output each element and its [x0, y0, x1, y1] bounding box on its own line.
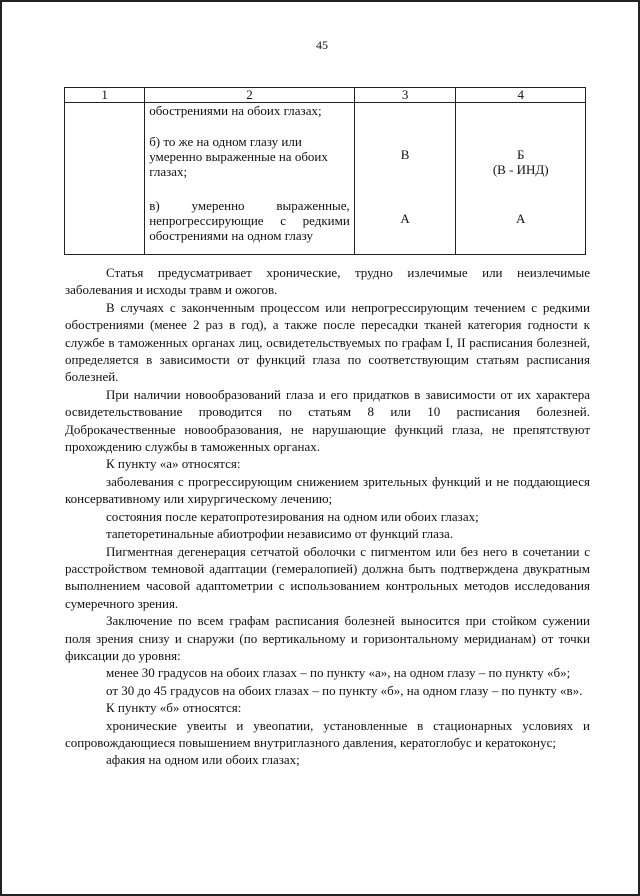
- paragraph: К пункту «а» относятся:: [106, 456, 241, 472]
- paragraph: Пигментная дегенерация сетчатой оболочки с пигментом или без него в сочетании с расстройством темновой адаптации (гемералопией) должна быть подтверждена двукратным выполнением часовой адаптометрии с использованием контрольных методов исследования сумеречного зрения.: [65, 543, 590, 611]
- disease-table: [64, 87, 586, 255]
- table-cell-col1: [65, 103, 145, 255]
- table-header-1: 1: [65, 88, 145, 103]
- paragraph: К пункту «б» относятся:: [106, 700, 242, 716]
- body-text: [65, 264, 590, 769]
- cell-line: глазах;: [149, 164, 188, 179]
- cell-line: обострениями на обоих глазах;: [149, 103, 322, 118]
- paragraph: тапеторетинальные абиотрофии независимо от функций глаза.: [106, 526, 454, 542]
- paragraph: состояния после кератопротезирования на одном или обоих глазах;: [106, 508, 479, 524]
- table-header-4: 4: [456, 88, 586, 103]
- cell-line: б) то же на одном глазу или: [149, 134, 302, 149]
- category-value: А: [516, 211, 526, 226]
- paragraph: При наличии новообразований глаза и его придатков в зависимости от их характера освидетельствование проводится по статьям 8 или 10 расписания болезней. Доброкачественные новообразования, не нарушающие функций глаза, не препятствуют прохождению службы в таможенных органах.: [65, 386, 590, 455]
- table-header-3: 3: [354, 88, 456, 103]
- paragraph: Статья предусматривает хронические, трудно излечимые или неизлечимые заболевания и исходы травм и ожогов.: [65, 265, 590, 298]
- paragraph: В случаях с законченным процессом или непрогрессирующим течением с редкими обострениями (менее 2 раз в год), а также после пересадки тканей категория годности к службе в таможенных органах лиц, освидетельствуемых по графам I, II расписания болезней, определяется в зависимости от функций глаза по соответствующим статьям расписания болезней.: [65, 299, 590, 385]
- category-value: (В - ИНД): [492, 162, 549, 177]
- paragraph: афакия на одном или обоих глазах;: [106, 752, 300, 768]
- category-value: Б: [516, 147, 525, 162]
- table-cell-col2: [145, 103, 355, 255]
- table-header-2: 2: [145, 88, 355, 103]
- cell-line: непрогрессирующие с редкими: [149, 213, 350, 228]
- paragraph: от 30 до 45 градусов на обоих глазах – по пункту «б», на одном глазу – по пункту «в».: [106, 682, 583, 698]
- category-value: А: [400, 211, 410, 226]
- table-cell-col4: [456, 103, 586, 255]
- paragraph: хронические увеиты и увеопатии, установленные в стационарных условиях и сопровождающиеся повышением внутриглазного давления, кератоглобус и кератоконус;: [65, 717, 590, 750]
- cell-line: умеренно выраженные на обоих: [149, 149, 328, 164]
- table-row: [65, 103, 586, 255]
- table-cell-col3: [354, 103, 456, 255]
- page-number: 45: [316, 38, 328, 52]
- paragraph: Заключение по всем графам расписания болезней выносится при стойком сужении поля зрения снизу и снаружи (по вертикальному и горизонтальному меридианам) от точки фиксации до уровня:: [65, 613, 590, 663]
- cell-line: в) умеренно выраженные,: [149, 198, 350, 213]
- cell-line: обострениями на одном глазу: [149, 228, 314, 243]
- paragraph: заболевания с прогрессирующим снижением зрительных функций и не поддающиеся консервативному или хирургическому лечению;: [65, 473, 590, 507]
- table-header-row: [65, 88, 586, 103]
- paragraph: менее 30 градусов на обоих глазах – по пункту «а», на одном глазу – по пункту «б»;: [106, 665, 571, 681]
- category-value: В: [400, 147, 410, 162]
